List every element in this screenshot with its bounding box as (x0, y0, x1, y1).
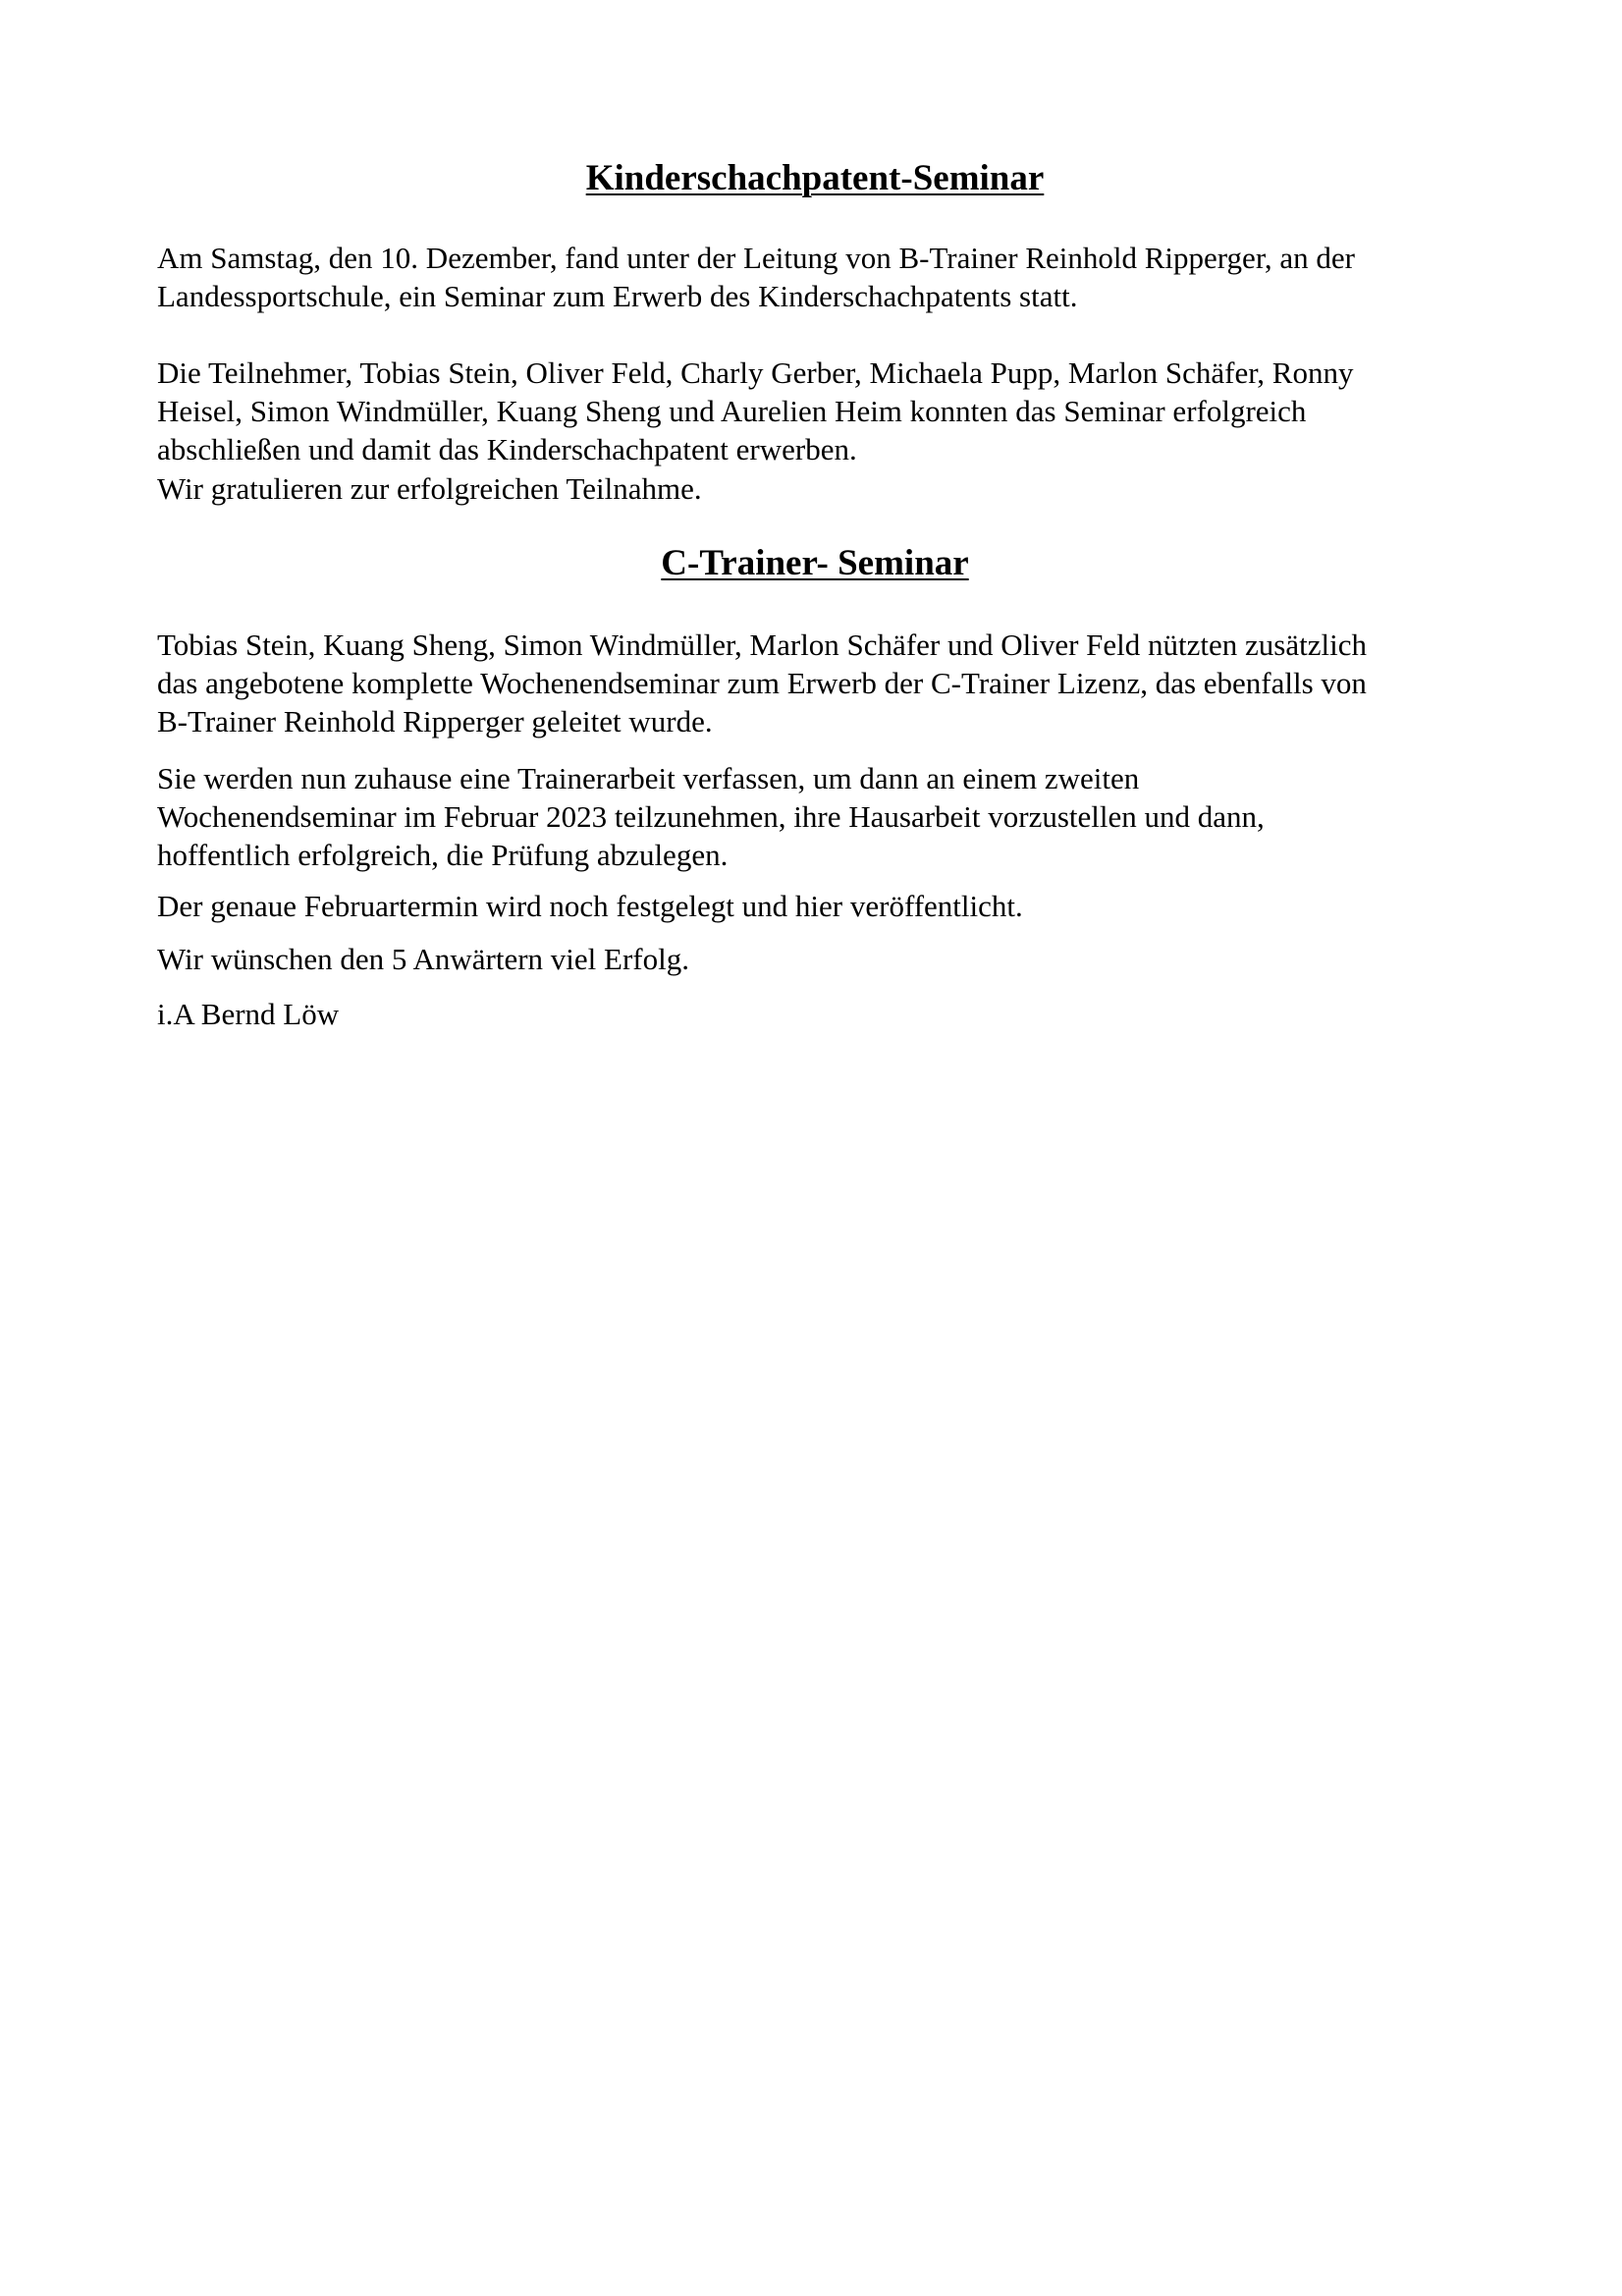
signature: i.A Bernd Löw (157, 997, 340, 1031)
paragraph-participants: Die Teilnehmer, Tobias Stein, Oliver Feld, Charly Gerber, Michaela Pupp, Marlon Schäfer, Ronny Heisel, Simon Windmüller, Kuang Sheng und Aurelien Heim konnten das Seminar erfolgreich abschließen und damit das Kinderschachpatent erwerben. (157, 355, 1354, 466)
paragraph-trainer-work: Sie werden nun zuhause eine Trainerarbeit verfassen, um dann an einem zweiten Wochenendseminar im Februar 2023 teilzunehmen, ihre Hausarbeit vorzustellen und dann, hoffentlich erfolgreich, die Prüfung abzulegen. (157, 761, 1265, 872)
paragraph-seminar-intro: Am Samstag, den 10. Dezember, fand unter der Leitung von B-Trainer Reinhold Ripperger, an der Landessportschule, ein Seminar zum Erwerb des Kinderschachpatents statt. (157, 241, 1355, 313)
section-title-kinderschachpatent: Kinderschachpatent-Seminar (585, 158, 1045, 198)
paragraph-good-luck: Wir wünschen den 5 Anwärtern viel Erfolg. (157, 942, 689, 976)
paragraph-february-date: Der genaue Februartermin wird noch festgelegt und hier veröffentlicht. (157, 889, 1023, 923)
paragraph-congratulations: Wir gratulieren zur erfolgreichen Teilnahme. (157, 471, 702, 506)
section-title-c-trainer: C-Trainer- Seminar (661, 543, 969, 583)
paragraph-c-trainer-intro: Tobias Stein, Kuang Sheng, Simon Windmüller, Marlon Schäfer und Oliver Feld nützten zusätzlich das angebotene komplette Wochenendseminar zum Erwerb der C-Trainer Lizenz, das ebenfalls von B-Trainer Reinhold Ripperger geleitet wurde. (157, 628, 1367, 738)
